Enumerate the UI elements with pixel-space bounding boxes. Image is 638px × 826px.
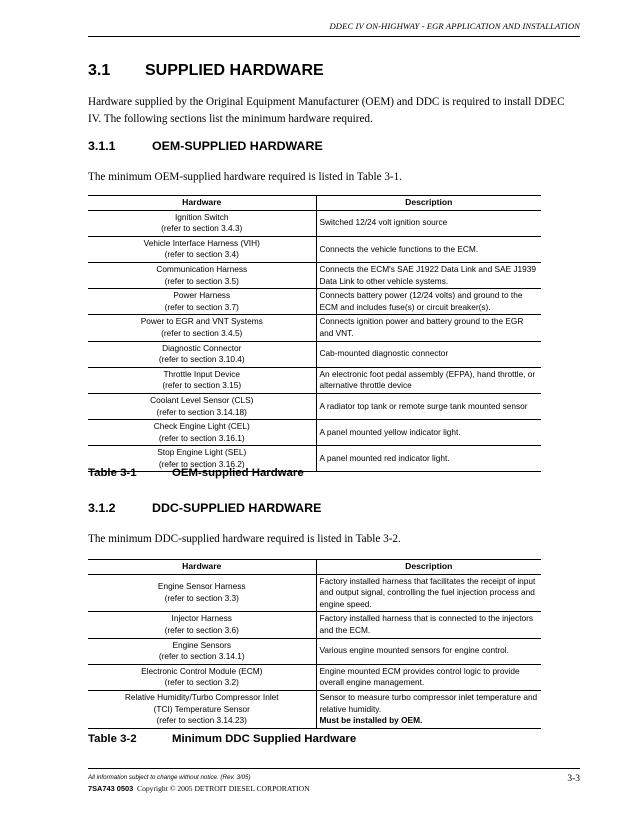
footer-publication: [88, 784, 310, 793]
section-reference: (refer to section 3.4): [164, 249, 239, 260]
hardware-name: Coolant Level Sensor (CLS): [150, 394, 254, 405]
caption-title: Minimum DDC Supplied Hardware: [172, 733, 357, 745]
description-text: A panel mounted yellow indicator light.: [319, 426, 461, 437]
description-text: Cab-mounted diagnostic connector: [319, 348, 449, 359]
description-cell: [316, 420, 541, 446]
table-row: [88, 664, 541, 690]
copyright: Copyright © 2005 DETROIT DIESEL CORPORATION: [137, 784, 310, 793]
description-text: A radiator top tank or remote surge tank mounted sensor: [319, 400, 528, 411]
section-reference: (refer to section 3.5): [164, 275, 239, 286]
column-header-description: Description: [316, 560, 541, 575]
hardware-name: Power Harness: [173, 290, 231, 301]
section-reference: (refer to section 3.4.5): [161, 327, 243, 338]
hardware-cell: [88, 393, 316, 419]
hardware-name: Injector Harness: [171, 613, 232, 624]
description-cell: [316, 262, 541, 288]
description-cell: [316, 664, 541, 690]
table-row: [88, 420, 541, 446]
hardware-name: Relative Humidity/Turbo Compressor Inlet: [124, 691, 279, 702]
oem-number: 3.1.1: [88, 139, 116, 153]
column-header-hardware: Hardware: [88, 196, 316, 211]
caption-number: Table 3-1: [88, 467, 137, 479]
hardware-cell: [88, 367, 316, 393]
section-title: SUPPLIED HARDWARE: [145, 62, 324, 79]
description-cell: [316, 315, 541, 341]
section-number: 3.1: [88, 62, 111, 79]
hardware-cell: [88, 420, 316, 446]
description-text: Connects the ECM's SAE J1922 Data Link and SAE J1939 Data Link to other vehicle systems.: [319, 263, 537, 286]
description-cell: [316, 210, 541, 236]
column-header-description: Description: [316, 196, 541, 211]
section-reference: (refer to section 3.16.2): [158, 458, 245, 469]
section-reference: (refer to section 3.10.4): [158, 354, 245, 365]
table-header-row: [88, 196, 541, 211]
description-text: Engine mounted ECM provides control logic to provide overall engine management.: [319, 665, 520, 688]
section-intro: Hardware supplied by the Original Equipment Manufacturer (OEM) and DDC is required to install DDEC IV. The following sections list the minimum hardware required.: [88, 96, 565, 125]
description-text: Factory installed harness that facilitates the receipt of input and output signal, controlling the fuel injection process and engine speed.: [319, 575, 536, 609]
description-text: Switched 12/24 volt ignition source: [319, 217, 448, 228]
description-cell: [316, 638, 541, 664]
description-text: Various engine mounted sensors for engine control.: [319, 645, 509, 656]
section-reference: (refer to section 3.15): [162, 380, 242, 391]
oem-hardware-table: [88, 195, 541, 472]
page-number: 3-3: [567, 774, 580, 784]
oem-intro: The minimum OEM-supplied hardware required is listed in Table 3-1.: [88, 171, 403, 183]
hardware-name: Throttle Input Device: [163, 368, 241, 379]
header-rule: [88, 36, 580, 37]
column-header-hardware: Hardware: [88, 560, 316, 575]
hardware-name: Stop Engine Light (SEL): [157, 447, 247, 458]
hardware-name: Diagnostic Connector: [162, 342, 242, 353]
ddc-intro: The minimum DDC-supplied hardware required is listed in Table 3-2.: [88, 533, 401, 545]
description-text: An electronic foot pedal assembly (EFPA), hand throttle, or alternative throttle device: [319, 368, 536, 391]
footer-rule: [88, 768, 580, 769]
section-reference: (refer to section 3.14.18): [156, 406, 247, 417]
table-row: [88, 236, 541, 262]
table-row: [88, 393, 541, 419]
table-row: [88, 289, 541, 315]
ddc-table-caption: [88, 733, 356, 745]
hardware-name: Communication Harness: [156, 263, 248, 274]
section-reference: (refer to section 3.2): [164, 677, 239, 688]
hardware-name: Ignition Switch: [175, 211, 229, 222]
description-text: Connects ignition power and battery ground to the EGR and VNT.: [319, 316, 524, 338]
hardware-cell: [88, 341, 316, 367]
hardware-name: Electronic Control Module (ECM): [141, 665, 263, 676]
caption-title: OEM-supplied Hardware: [172, 467, 304, 479]
section-reference: (refer to section 3.14.23): [156, 715, 247, 726]
section-reference: (refer to section 3.6): [164, 624, 239, 635]
description-text: Connects battery power (12/24 volts) and ground to the ECM and includes fuse(s) or circuit breaker(s).: [319, 290, 523, 312]
section-reference: (refer to section 3.16.1): [158, 432, 245, 443]
description-cell: [316, 690, 541, 728]
section-heading: [88, 62, 324, 80]
hardware-cell: [88, 638, 316, 664]
hardware-cell: [88, 236, 316, 262]
running-header: DDEC IV ON-HIGHWAY - EGR APPLICATION AND INSTALLATION: [329, 21, 580, 31]
table-row: [88, 638, 541, 664]
oem-table-caption: [88, 467, 304, 479]
hardware-name: Vehicle Interface Harness (VIH): [143, 237, 260, 248]
description-text: Connects the vehicle functions to the ECM.: [319, 243, 479, 254]
table-row: [88, 262, 541, 288]
description-note: Must be installed by OEM.: [319, 715, 423, 726]
description-cell: [316, 367, 541, 393]
table-row: [88, 315, 541, 341]
hardware-name: Engine Sensor Harness: [157, 581, 246, 592]
footer-note: All information subject to change without notice. (Rev. 3/05): [88, 774, 251, 781]
description-text: A panel mounted red indicator light.: [319, 453, 450, 464]
description-cell: [316, 289, 541, 315]
description-text: Factory installed harness that is connected to the injectors and the ECM.: [319, 613, 534, 635]
ddc-heading: [88, 501, 321, 515]
hardware-name-line2: (TCI) Temperature Sensor: [153, 703, 250, 714]
hardware-cell: [88, 289, 316, 315]
hardware-cell: [88, 262, 316, 288]
description-cell: [316, 341, 541, 367]
table-row: [88, 574, 541, 612]
hardware-cell: [88, 574, 316, 612]
section-reference: (refer to section 3.7): [164, 301, 239, 312]
table-row: [88, 341, 541, 367]
hardware-cell: [88, 690, 316, 728]
table-row: [88, 612, 541, 638]
table-row: [88, 210, 541, 236]
hardware-cell: [88, 315, 316, 341]
description-cell: [316, 393, 541, 419]
ddc-number: 3.1.2: [88, 501, 116, 515]
table-row: [88, 367, 541, 393]
description-text: Sensor to measure turbo compressor inlet temperature and relative humidity.: [319, 691, 538, 714]
ddc-title: DDC-SUPPLIED HARDWARE: [152, 501, 322, 515]
description-cell: [316, 612, 541, 638]
hardware-cell: [88, 612, 316, 638]
publication-code: 7SA743 0503: [88, 784, 134, 793]
section-reference: (refer to section 3.4.3): [161, 223, 243, 234]
description-cell: [316, 236, 541, 262]
hardware-name: Power to EGR and VNT Systems: [140, 316, 263, 327]
oem-title: OEM-SUPPLIED HARDWARE: [152, 139, 323, 153]
hardware-cell: [88, 664, 316, 690]
table-header-row: [88, 560, 541, 575]
table-row: [88, 690, 541, 728]
description-cell: [316, 574, 541, 612]
description-cell: [316, 446, 541, 472]
oem-heading: [88, 139, 323, 153]
section-reference: (refer to section 3.3): [164, 592, 239, 603]
section-reference: (refer to section 3.14.1): [158, 651, 245, 662]
hardware-cell: [88, 210, 316, 236]
hardware-name: Check Engine Light (CEL): [153, 421, 250, 432]
ddc-hardware-table: [88, 559, 541, 729]
caption-number: Table 3-2: [88, 733, 137, 745]
hardware-name: Engine Sensors: [172, 639, 232, 650]
